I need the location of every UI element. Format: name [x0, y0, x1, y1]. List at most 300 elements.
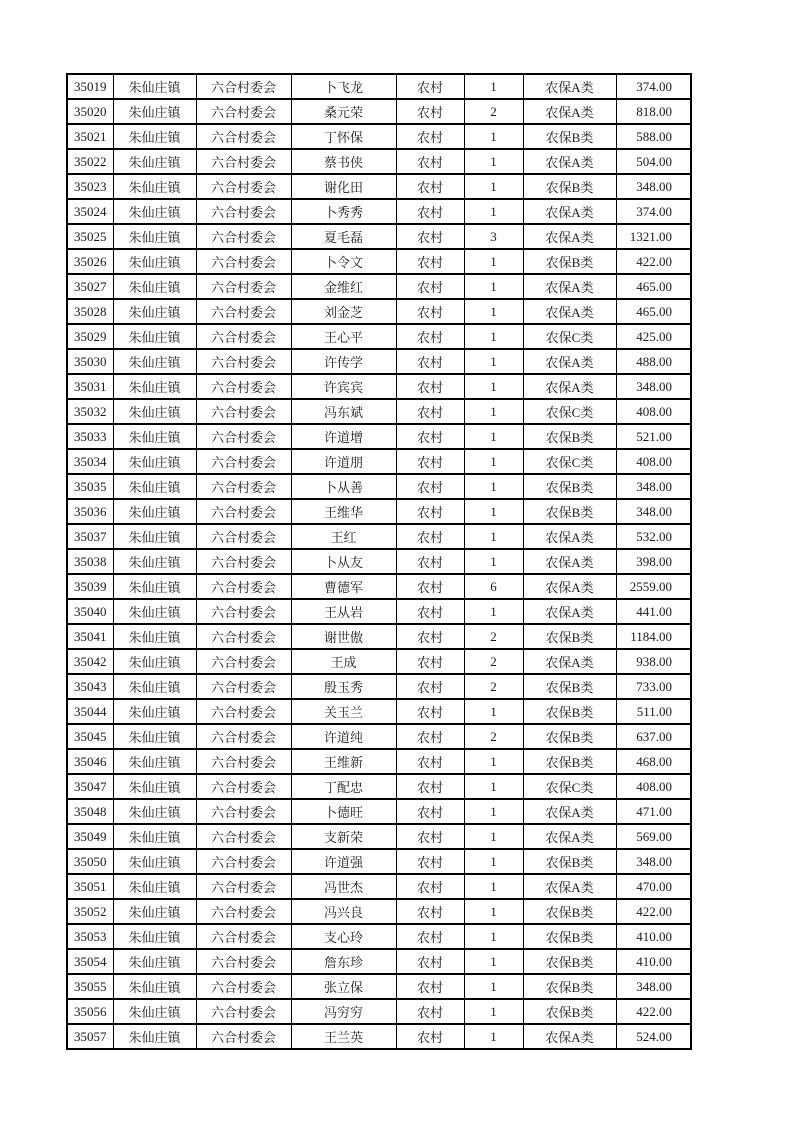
- cell-name: 金维红: [291, 274, 396, 299]
- cell-category: 农保B类: [523, 699, 616, 724]
- cell-village: 六合村委会: [196, 574, 291, 599]
- cell-name: 丁怀保: [291, 124, 396, 149]
- cell-id: 35041: [67, 624, 113, 649]
- cell-village: 六合村委会: [196, 899, 291, 924]
- cell-residence: 农村: [396, 524, 464, 549]
- cell-residence: 农村: [396, 424, 464, 449]
- cell-town: 朱仙庄镇: [113, 899, 196, 924]
- table-row: [67, 249, 691, 274]
- table-row: [67, 299, 691, 324]
- cell-name: 支新荣: [291, 824, 396, 849]
- cell-residence: 农村: [396, 874, 464, 899]
- cell-residence: 农村: [396, 599, 464, 624]
- cell-category: 农保C类: [523, 324, 616, 349]
- cell-id: 35029: [67, 324, 113, 349]
- cell-village: 六合村委会: [196, 349, 291, 374]
- cell-town: 朱仙庄镇: [113, 349, 196, 374]
- cell-category: 农保A类: [523, 649, 616, 674]
- cell-town: 朱仙庄镇: [113, 974, 196, 999]
- cell-residence: 农村: [396, 624, 464, 649]
- cell-residence: 农村: [396, 699, 464, 724]
- cell-category: 农保B类: [523, 924, 616, 949]
- cell-id: 35040: [67, 599, 113, 624]
- cell-category: 农保C类: [523, 774, 616, 799]
- table-row: [67, 524, 691, 549]
- cell-town: 朱仙庄镇: [113, 774, 196, 799]
- cell-name: 蔡书侠: [291, 149, 396, 174]
- cell-town: 朱仙庄镇: [113, 874, 196, 899]
- table-row: [67, 99, 691, 124]
- cell-town: 朱仙庄镇: [113, 74, 196, 99]
- cell-category: 农保B类: [523, 849, 616, 874]
- cell-village: 六合村委会: [196, 99, 291, 124]
- cell-village: 六合村委会: [196, 624, 291, 649]
- table-row: [67, 824, 691, 849]
- cell-id: 35019: [67, 74, 113, 99]
- cell-residence: 农村: [396, 174, 464, 199]
- cell-town: 朱仙庄镇: [113, 799, 196, 824]
- table-row: [67, 499, 691, 524]
- cell-residence: 农村: [396, 324, 464, 349]
- table-row: [67, 599, 691, 624]
- cell-residence: 农村: [396, 724, 464, 749]
- cell-category: 农保A类: [523, 874, 616, 899]
- cell-town: 朱仙庄镇: [113, 624, 196, 649]
- cell-count: 1: [464, 874, 523, 899]
- cell-category: 农保A类: [523, 524, 616, 549]
- cell-name: 王兰英: [291, 1024, 396, 1049]
- cell-id: 35020: [67, 99, 113, 124]
- cell-village: 六合村委会: [196, 174, 291, 199]
- cell-town: 朱仙庄镇: [113, 324, 196, 349]
- cell-id: 35026: [67, 249, 113, 274]
- cell-name: 许传学: [291, 349, 396, 374]
- cell-town: 朱仙庄镇: [113, 599, 196, 624]
- cell-residence: 农村: [396, 849, 464, 874]
- cell-amount: 465.00: [616, 299, 691, 324]
- table-row: [67, 174, 691, 199]
- table-row: [67, 699, 691, 724]
- cell-town: 朱仙庄镇: [113, 524, 196, 549]
- cell-name: 桑元荣: [291, 99, 396, 124]
- cell-count: 1: [464, 1024, 523, 1049]
- cell-residence: 农村: [396, 974, 464, 999]
- cell-village: 六合村委会: [196, 149, 291, 174]
- cell-category: 农保A类: [523, 824, 616, 849]
- cell-town: 朱仙庄镇: [113, 749, 196, 774]
- cell-town: 朱仙庄镇: [113, 649, 196, 674]
- cell-category: 农保B类: [523, 749, 616, 774]
- cell-village: 六合村委会: [196, 1024, 291, 1049]
- table-row: [67, 899, 691, 924]
- cell-amount: 374.00: [616, 74, 691, 99]
- cell-amount: 408.00: [616, 399, 691, 424]
- cell-count: 1: [464, 849, 523, 874]
- cell-id: 35053: [67, 924, 113, 949]
- cell-id: 35042: [67, 649, 113, 674]
- cell-residence: 农村: [396, 374, 464, 399]
- cell-name: 冯穷穷: [291, 999, 396, 1024]
- cell-town: 朱仙庄镇: [113, 274, 196, 299]
- cell-amount: 733.00: [616, 674, 691, 699]
- cell-amount: 422.00: [616, 249, 691, 274]
- cell-village: 六合村委会: [196, 799, 291, 824]
- cell-amount: 408.00: [616, 774, 691, 799]
- cell-name: 刘金芝: [291, 299, 396, 324]
- cell-town: 朱仙庄镇: [113, 999, 196, 1024]
- cell-town: 朱仙庄镇: [113, 399, 196, 424]
- cell-id: 35024: [67, 199, 113, 224]
- cell-count: 1: [464, 949, 523, 974]
- cell-category: 农保A类: [523, 1024, 616, 1049]
- cell-residence: 农村: [396, 1024, 464, 1049]
- table-row: [67, 149, 691, 174]
- cell-id: 35036: [67, 499, 113, 524]
- cell-id: 35021: [67, 124, 113, 149]
- cell-id: 35035: [67, 474, 113, 499]
- cell-name: 冯兴良: [291, 899, 396, 924]
- table-row: [67, 924, 691, 949]
- cell-id: 35023: [67, 174, 113, 199]
- table-row: [67, 574, 691, 599]
- cell-amount: 348.00: [616, 374, 691, 399]
- cell-residence: 农村: [396, 399, 464, 424]
- cell-village: 六合村委会: [196, 124, 291, 149]
- cell-amount: 441.00: [616, 599, 691, 624]
- cell-count: 1: [464, 249, 523, 274]
- cell-count: 1: [464, 124, 523, 149]
- cell-village: 六合村委会: [196, 824, 291, 849]
- cell-town: 朱仙庄镇: [113, 374, 196, 399]
- cell-count: 1: [464, 599, 523, 624]
- cell-id: 35028: [67, 299, 113, 324]
- cell-name: 卜令文: [291, 249, 396, 274]
- cell-amount: 569.00: [616, 824, 691, 849]
- cell-town: 朱仙庄镇: [113, 249, 196, 274]
- cell-town: 朱仙庄镇: [113, 449, 196, 474]
- cell-village: 六合村委会: [196, 549, 291, 574]
- cell-count: 1: [464, 199, 523, 224]
- table-row: [67, 849, 691, 874]
- cell-category: 农保B类: [523, 424, 616, 449]
- cell-amount: 588.00: [616, 124, 691, 149]
- cell-name: 丁配忠: [291, 774, 396, 799]
- cell-village: 六合村委会: [196, 874, 291, 899]
- table-row: [67, 1024, 691, 1049]
- cell-residence: 农村: [396, 999, 464, 1024]
- cell-name: 王维新: [291, 749, 396, 774]
- cell-village: 六合村委会: [196, 374, 291, 399]
- cell-count: 3: [464, 224, 523, 249]
- cell-name: 夏毛磊: [291, 224, 396, 249]
- cell-residence: 农村: [396, 199, 464, 224]
- cell-id: 35045: [67, 724, 113, 749]
- cell-category: 农保A类: [523, 74, 616, 99]
- cell-id: 35031: [67, 374, 113, 399]
- cell-village: 六合村委会: [196, 324, 291, 349]
- cell-amount: 408.00: [616, 449, 691, 474]
- cell-village: 六合村委会: [196, 649, 291, 674]
- cell-category: 农保B类: [523, 974, 616, 999]
- cell-category: 农保A类: [523, 574, 616, 599]
- cell-category: 农保B类: [523, 474, 616, 499]
- cell-id: 35056: [67, 999, 113, 1024]
- cell-residence: 农村: [396, 799, 464, 824]
- cell-amount: 348.00: [616, 974, 691, 999]
- cell-count: 1: [464, 474, 523, 499]
- cell-town: 朱仙庄镇: [113, 924, 196, 949]
- table-row: [67, 199, 691, 224]
- table-row: [67, 724, 691, 749]
- cell-name: 许道增: [291, 424, 396, 449]
- cell-village: 六合村委会: [196, 274, 291, 299]
- cell-id: 35025: [67, 224, 113, 249]
- cell-count: 1: [464, 699, 523, 724]
- cell-name: 王从岩: [291, 599, 396, 624]
- cell-count: 2: [464, 674, 523, 699]
- cell-amount: 818.00: [616, 99, 691, 124]
- cell-town: 朱仙庄镇: [113, 124, 196, 149]
- cell-count: 1: [464, 499, 523, 524]
- cell-town: 朱仙庄镇: [113, 199, 196, 224]
- cell-residence: 农村: [396, 449, 464, 474]
- cell-name: 许道朋: [291, 449, 396, 474]
- cell-residence: 农村: [396, 649, 464, 674]
- cell-village: 六合村委会: [196, 224, 291, 249]
- cell-name: 王成: [291, 649, 396, 674]
- cell-count: 1: [464, 299, 523, 324]
- cell-amount: 422.00: [616, 999, 691, 1024]
- cell-id: 35046: [67, 749, 113, 774]
- cell-amount: 425.00: [616, 324, 691, 349]
- cell-name: 谢世傲: [291, 624, 396, 649]
- cell-name: 许道强: [291, 849, 396, 874]
- cell-village: 六合村委会: [196, 974, 291, 999]
- cell-village: 六合村委会: [196, 299, 291, 324]
- cell-town: 朱仙庄镇: [113, 299, 196, 324]
- cell-name: 许道纯: [291, 724, 396, 749]
- cell-town: 朱仙庄镇: [113, 724, 196, 749]
- cell-name: 关玉兰: [291, 699, 396, 724]
- cell-amount: 398.00: [616, 549, 691, 574]
- cell-village: 六合村委会: [196, 749, 291, 774]
- cell-amount: 2559.00: [616, 574, 691, 599]
- cell-residence: 农村: [396, 124, 464, 149]
- cell-name: 王心平: [291, 324, 396, 349]
- cell-residence: 农村: [396, 574, 464, 599]
- cell-town: 朱仙庄镇: [113, 99, 196, 124]
- cell-category: 农保A类: [523, 149, 616, 174]
- cell-name: 冯世杰: [291, 874, 396, 899]
- cell-town: 朱仙庄镇: [113, 549, 196, 574]
- cell-amount: 348.00: [616, 474, 691, 499]
- table-row: [67, 374, 691, 399]
- cell-count: 1: [464, 549, 523, 574]
- cell-town: 朱仙庄镇: [113, 1024, 196, 1049]
- table-row: [67, 949, 691, 974]
- cell-count: 1: [464, 399, 523, 424]
- cell-town: 朱仙庄镇: [113, 674, 196, 699]
- cell-amount: 488.00: [616, 349, 691, 374]
- cell-category: 农保C类: [523, 449, 616, 474]
- cell-id: 35049: [67, 824, 113, 849]
- cell-village: 六合村委会: [196, 999, 291, 1024]
- cell-residence: 农村: [396, 474, 464, 499]
- cell-count: 1: [464, 424, 523, 449]
- cell-count: 1: [464, 824, 523, 849]
- cell-id: 35033: [67, 424, 113, 449]
- cell-amount: 938.00: [616, 649, 691, 674]
- cell-category: 农保A类: [523, 299, 616, 324]
- cell-name: 支心玲: [291, 924, 396, 949]
- cell-village: 六合村委会: [196, 524, 291, 549]
- cell-amount: 374.00: [616, 199, 691, 224]
- cell-count: 1: [464, 899, 523, 924]
- table-row: [67, 424, 691, 449]
- cell-amount: 521.00: [616, 424, 691, 449]
- cell-residence: 农村: [396, 674, 464, 699]
- cell-amount: 410.00: [616, 949, 691, 974]
- table-row: [67, 774, 691, 799]
- table-row: [67, 749, 691, 774]
- cell-town: 朱仙庄镇: [113, 474, 196, 499]
- cell-amount: 504.00: [616, 149, 691, 174]
- cell-count: 1: [464, 749, 523, 774]
- cell-category: 农保A类: [523, 199, 616, 224]
- cell-name: 张立保: [291, 974, 396, 999]
- table-row: [67, 124, 691, 149]
- cell-village: 六合村委会: [196, 724, 291, 749]
- cell-name: 谢化田: [291, 174, 396, 199]
- cell-count: 1: [464, 274, 523, 299]
- cell-count: 1: [464, 524, 523, 549]
- cell-residence: 农村: [396, 949, 464, 974]
- cell-count: 2: [464, 99, 523, 124]
- cell-village: 六合村委会: [196, 449, 291, 474]
- table-row: [67, 624, 691, 649]
- cell-residence: 农村: [396, 274, 464, 299]
- cell-village: 六合村委会: [196, 599, 291, 624]
- table-row: [67, 649, 691, 674]
- table-row: [67, 674, 691, 699]
- cell-name: 王红: [291, 524, 396, 549]
- cell-category: 农保B类: [523, 124, 616, 149]
- cell-name: 卜从友: [291, 549, 396, 574]
- cell-amount: 465.00: [616, 274, 691, 299]
- cell-id: 35057: [67, 1024, 113, 1049]
- table-row: [67, 399, 691, 424]
- table-row: [67, 449, 691, 474]
- cell-category: 农保A类: [523, 374, 616, 399]
- cell-residence: 农村: [396, 899, 464, 924]
- cell-amount: 1184.00: [616, 624, 691, 649]
- cell-residence: 农村: [396, 749, 464, 774]
- cell-village: 六合村委会: [196, 74, 291, 99]
- cell-amount: 532.00: [616, 524, 691, 549]
- cell-residence: 农村: [396, 249, 464, 274]
- cell-amount: 470.00: [616, 874, 691, 899]
- cell-category: 农保B类: [523, 899, 616, 924]
- cell-id: 35027: [67, 274, 113, 299]
- cell-id: 35034: [67, 449, 113, 474]
- cell-residence: 农村: [396, 349, 464, 374]
- cell-residence: 农村: [396, 924, 464, 949]
- cell-count: 1: [464, 149, 523, 174]
- cell-count: 1: [464, 974, 523, 999]
- cell-category: 农保A类: [523, 549, 616, 574]
- cell-category: 农保B类: [523, 999, 616, 1024]
- cell-residence: 农村: [396, 549, 464, 574]
- table-row: [67, 324, 691, 349]
- cell-category: 农保A类: [523, 274, 616, 299]
- cell-id: 35051: [67, 874, 113, 899]
- cell-village: 六合村委会: [196, 774, 291, 799]
- cell-count: 1: [464, 799, 523, 824]
- table-row: [67, 349, 691, 374]
- cell-name: 王维华: [291, 499, 396, 524]
- cell-town: 朱仙庄镇: [113, 224, 196, 249]
- cell-category: 农保B类: [523, 174, 616, 199]
- cell-residence: 农村: [396, 224, 464, 249]
- cell-amount: 348.00: [616, 499, 691, 524]
- table-row: [67, 799, 691, 824]
- cell-count: 1: [464, 924, 523, 949]
- cell-category: 农保A类: [523, 349, 616, 374]
- cell-id: 35030: [67, 349, 113, 374]
- cell-id: 35044: [67, 699, 113, 724]
- table-row: [67, 974, 691, 999]
- cell-id: 35032: [67, 399, 113, 424]
- cell-count: 1: [464, 349, 523, 374]
- cell-residence: 农村: [396, 774, 464, 799]
- cell-amount: 524.00: [616, 1024, 691, 1049]
- cell-residence: 农村: [396, 824, 464, 849]
- cell-name: 冯东斌: [291, 399, 396, 424]
- cell-category: 农保B类: [523, 949, 616, 974]
- cell-town: 朱仙庄镇: [113, 949, 196, 974]
- cell-town: 朱仙庄镇: [113, 699, 196, 724]
- cell-name: 卜德旺: [291, 799, 396, 824]
- table-row: [67, 224, 691, 249]
- table-row: [67, 999, 691, 1024]
- table-row: [67, 874, 691, 899]
- cell-residence: 农村: [396, 74, 464, 99]
- cell-name: 詹东珍: [291, 949, 396, 974]
- cell-count: 1: [464, 74, 523, 99]
- cell-village: 六合村委会: [196, 499, 291, 524]
- cell-name: 许宾宾: [291, 374, 396, 399]
- cell-id: 35047: [67, 774, 113, 799]
- cell-name: 卜从善: [291, 474, 396, 499]
- cell-name: 卜飞龙: [291, 74, 396, 99]
- table-row: [67, 274, 691, 299]
- cell-id: 35048: [67, 799, 113, 824]
- cell-count: 6: [464, 574, 523, 599]
- cell-town: 朱仙庄镇: [113, 824, 196, 849]
- cell-village: 六合村委会: [196, 949, 291, 974]
- cell-residence: 农村: [396, 149, 464, 174]
- cell-category: 农保C类: [523, 399, 616, 424]
- cell-amount: 1321.00: [616, 224, 691, 249]
- cell-village: 六合村委会: [196, 849, 291, 874]
- cell-name: 殷玉秀: [291, 674, 396, 699]
- cell-id: 35055: [67, 974, 113, 999]
- cell-town: 朱仙庄镇: [113, 149, 196, 174]
- cell-village: 六合村委会: [196, 924, 291, 949]
- cell-id: 35050: [67, 849, 113, 874]
- cell-town: 朱仙庄镇: [113, 574, 196, 599]
- cell-village: 六合村委会: [196, 249, 291, 274]
